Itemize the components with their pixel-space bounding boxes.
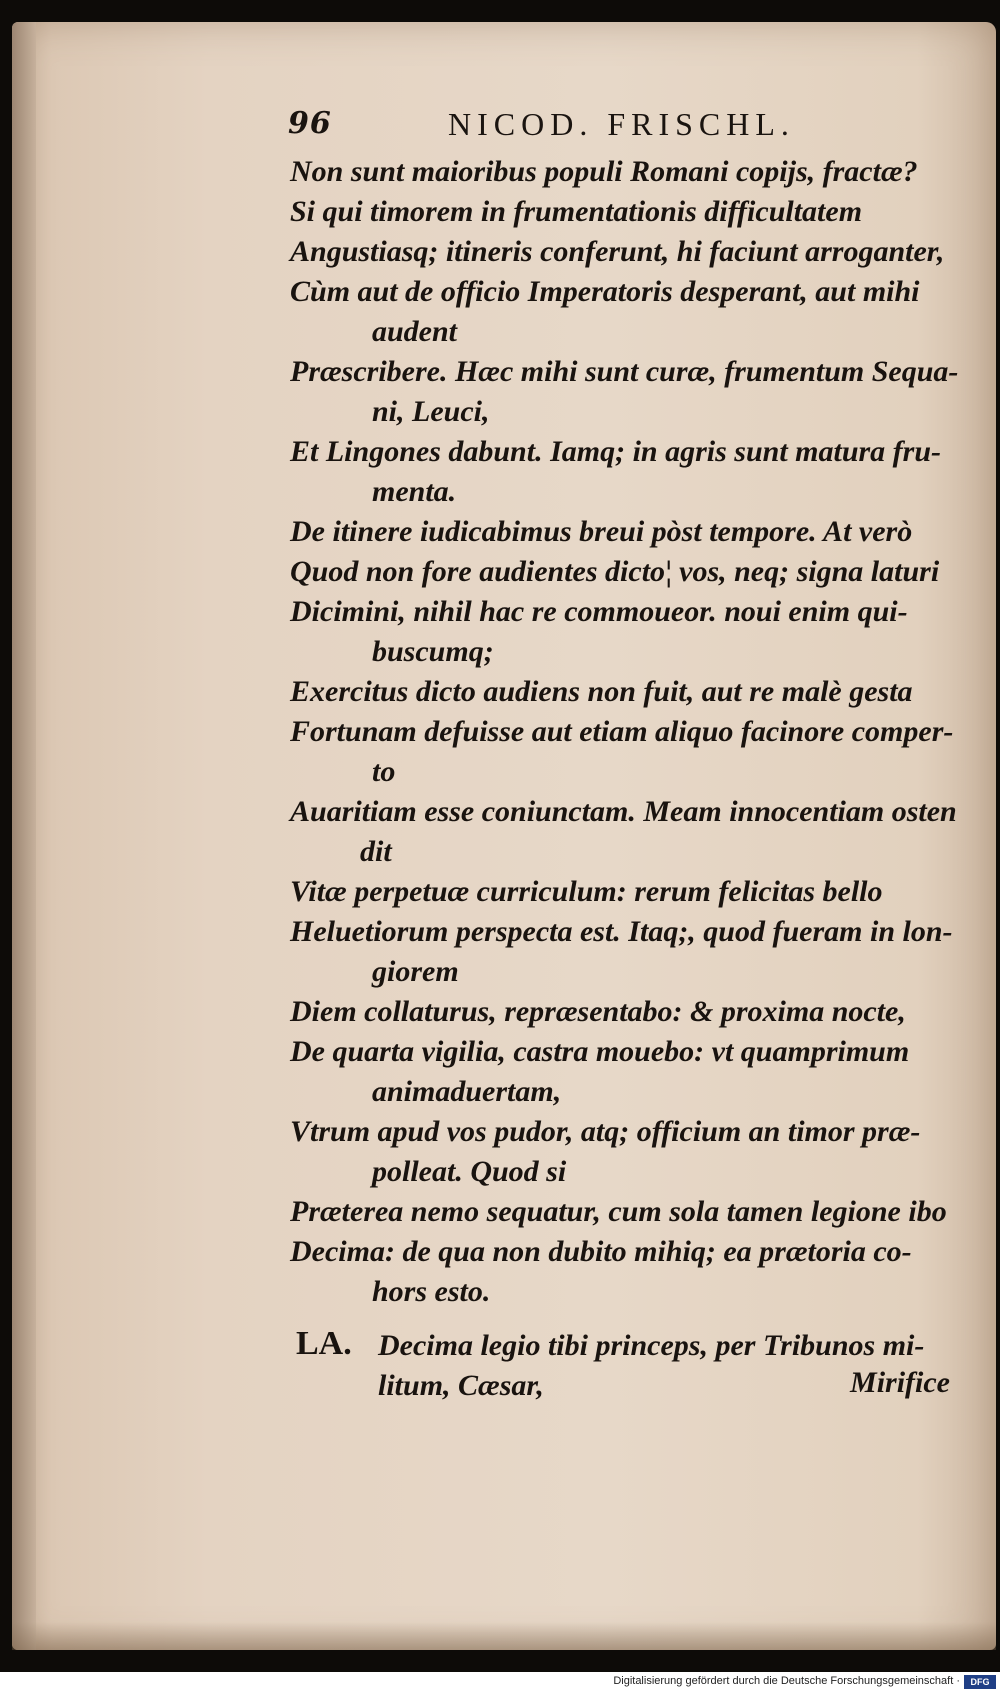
page-edge-shadow bbox=[12, 22, 36, 1650]
text-line: Angustiasq; itineris conferunt, hi faciunt arroganter, bbox=[290, 235, 945, 268]
verse-text bbox=[290, 152, 959, 1312]
dfg-logo-icon: DFG bbox=[964, 1675, 996, 1689]
text-line-continuation: to bbox=[372, 755, 396, 788]
text-line-continuation: hors esto. bbox=[372, 1275, 491, 1308]
page-bottom-shadow bbox=[12, 1622, 996, 1650]
text-line: Et Lingones dabunt. Iamq; in agris sunt matura fru- bbox=[290, 435, 942, 468]
text-line: Diem collaturus, repræsentabo: & proxima nocte, bbox=[290, 995, 906, 1028]
footer-bar bbox=[0, 1672, 1000, 1693]
text-line: De itinere iudicabimus breui pòst tempore. At verò bbox=[290, 515, 913, 548]
text-line: Fortunam defuisse aut etiam aliquo facinore comper- bbox=[290, 715, 954, 748]
text-line: Præterea nemo sequatur, cum sola tamen legione ibo bbox=[290, 1195, 947, 1228]
catchword: Mirifice bbox=[850, 1366, 950, 1399]
text-line: De quarta vigilia, castra mouebo: vt quamprimum bbox=[290, 1035, 910, 1068]
text-line: Si qui timorem in frumentationis difficultatem bbox=[290, 195, 863, 228]
text-line-continuation: polleat. Quod si bbox=[372, 1155, 567, 1188]
page-number: 96 bbox=[288, 106, 332, 141]
text-line-continuation: audent bbox=[372, 315, 458, 348]
text-line-continuation: ni, Leuci, bbox=[372, 395, 490, 428]
funding-notice: Digitalisierung gefördert durch die Deutsche Forschungsgemeinschaft · bbox=[613, 1675, 960, 1687]
text-line: Decima: de qua non dubito mihiq; ea prætoria co- bbox=[290, 1235, 912, 1268]
text-line-continuation: buscumq; bbox=[372, 635, 494, 668]
text-line: Non sunt maioribus populi Romani copijs, fractæ? bbox=[290, 155, 918, 188]
text-line: Vitæ perpetuæ curriculum: rerum felicitas bello bbox=[290, 875, 883, 908]
text-line: Dicimini, nihil hac re commoueor. noui enim qui- bbox=[290, 595, 908, 628]
text-line: Exercitus dicto audiens non fuit, aut re malè gesta bbox=[290, 675, 913, 708]
text-line: Auaritiam esse coniunctam. Meam innocentiam osten bbox=[290, 795, 957, 828]
text-line: Præscribere. Hæc mihi sunt curæ, frumentum Sequa- bbox=[290, 355, 959, 388]
running-head: NICOD. FRISCHL. bbox=[448, 106, 795, 142]
text-line-continuation: menta. bbox=[372, 475, 457, 508]
text-line-continuation: giorem bbox=[372, 955, 459, 988]
speech-line: Decima legio tibi princeps, per Tribunos mi- bbox=[378, 1329, 925, 1362]
text-line-continuation: animaduertam, bbox=[372, 1075, 562, 1108]
speech-line: litum, Cæsar, bbox=[378, 1369, 544, 1402]
text-line: Quod non fore audientes dicto¦ vos, neq; signa laturi bbox=[290, 555, 940, 588]
speaker-label: LA. bbox=[296, 1325, 352, 1362]
text-line: Cùm aut de officio Imperatoris desperant, aut mihi bbox=[290, 275, 920, 308]
text-line: Vtrum apud vos pudor, atq; officium an timor præ- bbox=[290, 1115, 921, 1148]
page-header bbox=[288, 104, 938, 148]
text-line-continuation: dit bbox=[360, 835, 392, 868]
text-line: Heluetiorum perspecta est. Itaq;, quod fueram in lon- bbox=[290, 915, 953, 948]
